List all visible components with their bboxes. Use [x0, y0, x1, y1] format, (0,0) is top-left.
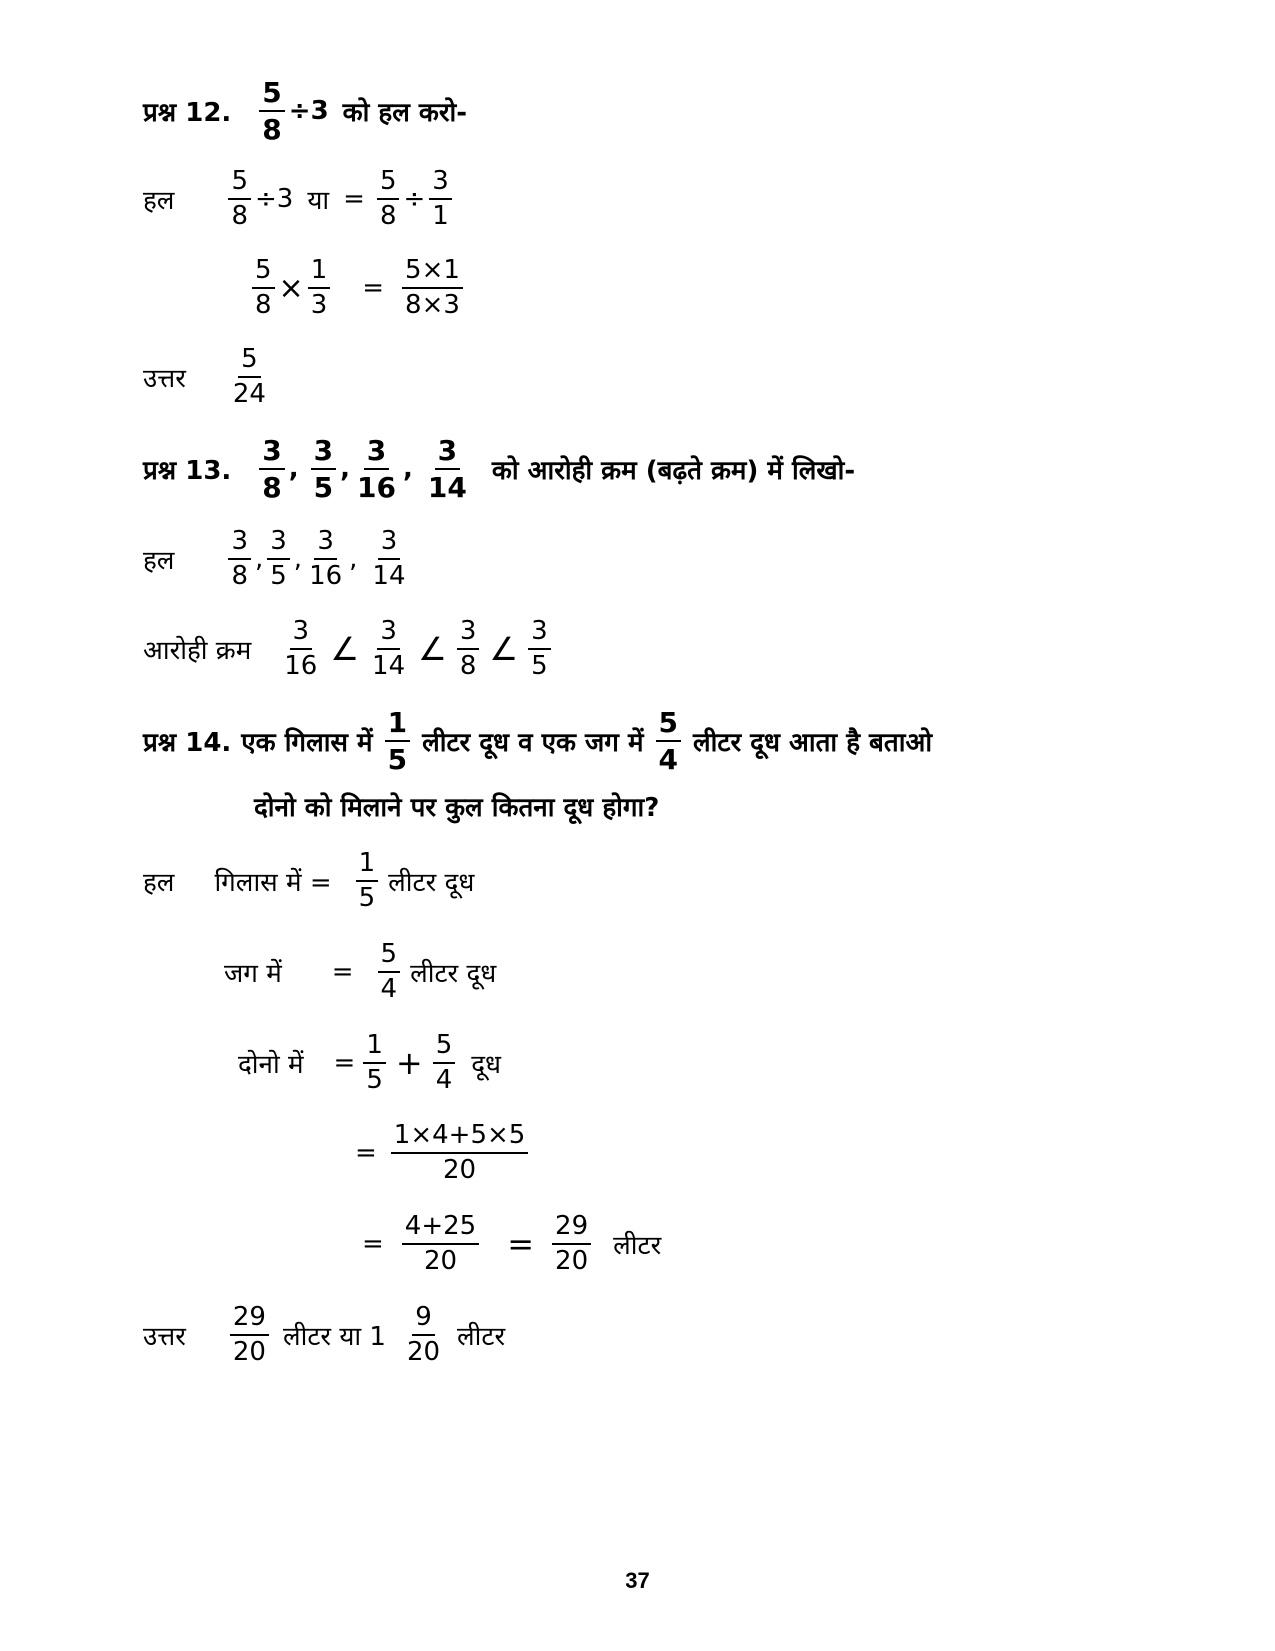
- fraction: 5×1 8×3: [402, 257, 463, 320]
- q12-solution-line1: हल $\frac{5}{8}$ ÷3 या = $\frac{5}{8}$ ÷ $\frac{3}{1}$: [143, 168, 456, 231]
- fraction: 3 5: [528, 618, 551, 681]
- fraction: 3 14: [372, 616, 406, 682]
- fraction: 3 8: [228, 528, 251, 591]
- fraction: 5 4: [378, 941, 401, 1004]
- q13-heading: प्रश्न 13. 3 8 , 3 5 , 3 16 , 3 14 को आरोही क्रम (बढ़ते क्रम) में लिखो-: [143, 434, 856, 505]
- fraction: 5 24: [232, 344, 266, 410]
- fraction: 3 8: [259, 436, 284, 503]
- fraction: $\frac{5}{8}$: [228, 168, 251, 231]
- angle-symbol: ∠: [330, 630, 360, 669]
- q12-heading: प्रश्न 12. $\frac{5}{8}$ ÷3 को हल करो-: [143, 76, 468, 147]
- fraction: 4+25 20: [402, 1213, 479, 1276]
- fraction: $\frac{1}{3}$: [308, 257, 331, 320]
- q12-answer: उत्तर 5 24: [143, 346, 273, 409]
- q14-solution-jug: जग में = 5 4 लीटर दूध: [224, 939, 497, 1005]
- fraction: $\frac{3}{1}$: [429, 168, 452, 231]
- fraction: 3 16: [309, 526, 343, 592]
- fraction: 3 14: [372, 526, 406, 592]
- page-number: 37: [625, 1568, 650, 1593]
- q14-heading: प्रश्न 14. एक गिलास में 1 5 लीटर दूध व एक जग में 5 4 लीटर दूध आता है बताओ: [143, 706, 933, 777]
- angle-symbol: ∠: [489, 630, 519, 669]
- q13-ascending-order: आरोही क्रम 3 16 ∠ 3 14 ∠ 3 8 ∠ 3 5: [143, 618, 555, 681]
- fraction: 1×4+5×5 20: [391, 1122, 529, 1185]
- fraction: 3 5: [267, 528, 290, 591]
- q12-solution-line2: $\frac{5}{8}$ × $\frac{1}{3}$ = 5×1 8×3: [248, 257, 467, 320]
- q12-label: प्रश्न 12.: [143, 98, 232, 129]
- fraction: 3 14: [427, 434, 467, 505]
- angle-symbol: ∠: [418, 630, 447, 669]
- fraction: $\frac{5}{8}$: [259, 78, 284, 145]
- fraction: 1 5: [356, 850, 379, 913]
- fraction: $\frac{5}{8}$: [252, 257, 275, 320]
- q13-solution: हल 3 8 , 3 5 , 3 16 , 3 14: [143, 528, 413, 591]
- q14-answer: उत्तर 29 20 लीटर या 1 9 20 लीटर: [143, 1302, 506, 1368]
- q14-step2: = 4+25 20 = 29 20 लीटर: [362, 1211, 662, 1277]
- fraction: 1 5: [385, 708, 410, 775]
- fraction: $\frac{5}{4}$: [433, 1032, 456, 1095]
- q14-solution-glass: हल गिलास में = 1 5 लीटर दूध: [143, 848, 475, 914]
- fraction: 29 20: [552, 1213, 591, 1276]
- q14-step1: = 1×4+5×5 20: [355, 1122, 532, 1185]
- fraction: 3 5: [311, 436, 336, 503]
- fraction: 3 8: [457, 618, 480, 681]
- fraction: $\frac{5}{8}$: [377, 168, 400, 231]
- fraction: 29 20: [230, 1304, 269, 1367]
- fraction: 5 4: [656, 708, 681, 775]
- fraction: 3 16: [357, 434, 397, 505]
- fraction: 1 5: [363, 1032, 386, 1095]
- fraction: 9 20: [406, 1302, 441, 1368]
- q14-solution-both: दोनो में = 1 5 + $\frac{5}{4}$ दूध: [238, 1030, 502, 1096]
- q14-heading-line2: दोनो को मिलाने पर कुल कितना दूध होगा?: [254, 793, 660, 823]
- fraction: 3 16: [284, 616, 318, 682]
